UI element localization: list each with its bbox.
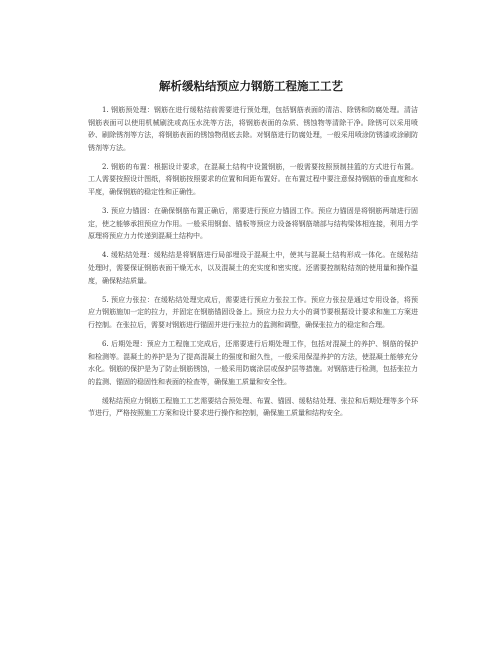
paragraph-post-processing: 6. 后期处理：预应力工程施工完成后，还需要进行后期处理工作，包括对混凝土的养护、钢筋的保护和检测等。混凝土的养护是为了提高混凝土的强度和耐久性，一般采用保湿养护的方法，使混凝土能够充分水化。钢筋的保护是为了防止钢筋锈蚀，一般采用防腐涂层或保护层等措施。对钢筋进行检测，包括张拉力的监测、锚固的稳固性和表面的检查等，确保施工质量和安全性。 [88, 340, 418, 386]
paragraph-retard-bonding: 4. 缓粘结处理：缓粘结是将钢筋进行局部埋设于混凝土中，使其与混凝土结构形成一体化。在缓粘结处理时，需要保证钢筋表面干燥无水，以及混凝土的充实度和密实度。还需要控制粘结剂的使用量和操作温度，确保粘结质量。 [88, 251, 418, 285]
document-body [88, 104, 418, 427]
paragraph-rebar-layout: 2. 钢筋的布置：根据设计要求，在混凝土结构中设置钢筋，一般需要按照预制挂篮的方式进行布置。工人需要按照设计图纸，将钢筋按照要求的位置和间距布置好。在布置过程中要注意保持钢筋的垂直度和水平度，确保钢筋的稳定性和正确性。 [88, 162, 418, 197]
paragraph-preprocessing: 1. 钢筋预处理：钢筋在进行缓粘结前需要进行预处理，包括钢筋表面的清洁、除锈和防腐处理。清洁钢筋表面可以使用机械刷洗或高压水洗等方法，将钢筋表面的杂质、锈蚀物等清除干净。除锈可以采用喷砂、刷除锈剂等方法，将钢筋表面的锈蚀物彻底去除。对钢筋进行防腐处理，一般采用喷涂防锈漆或涂刷防锈剂等方法。 [88, 106, 418, 152]
document-title: 解析缓粘结预应力钢筋工程施工工艺 [159, 79, 343, 93]
paragraph-prestress-tensioning: 5. 预应力张拉：在缓粘结处理完成后，需要进行预应力张拉工作。预应力张拉是通过专用设备，将预应力钢筋施加一定的拉力，并固定在钢筋锚固设备上。预应力拉力大小的调节要根据设计要求和施工方案进行控制。在张拉后，需要对钢筋进行锚固并进行张拉力的监测和调整，确保张拉力的稳定和合理。 [88, 295, 418, 329]
paragraph-summary: 缓粘结预应力钢筋工程施工工艺需要结合预处理、布置、锚固、缓粘结处理、张拉和后期处理等多个环节进行，严格按照施工方案和设计要求进行操作和控制，确保施工质量和结构安全。 [88, 396, 418, 418]
paragraph-prestress-anchoring: 3. 预应力锚固：在确保钢筋布置正确后，需要进行预应力锚固工作。预应力锚固是将钢筋两端进行固定，使之能够承担预应力作用。一般采用钢套、锚板等预应力设备将钢筋端部与结构梁体相连接，利用力学原理将预应力力传递到混凝土结构中。 [88, 207, 418, 241]
